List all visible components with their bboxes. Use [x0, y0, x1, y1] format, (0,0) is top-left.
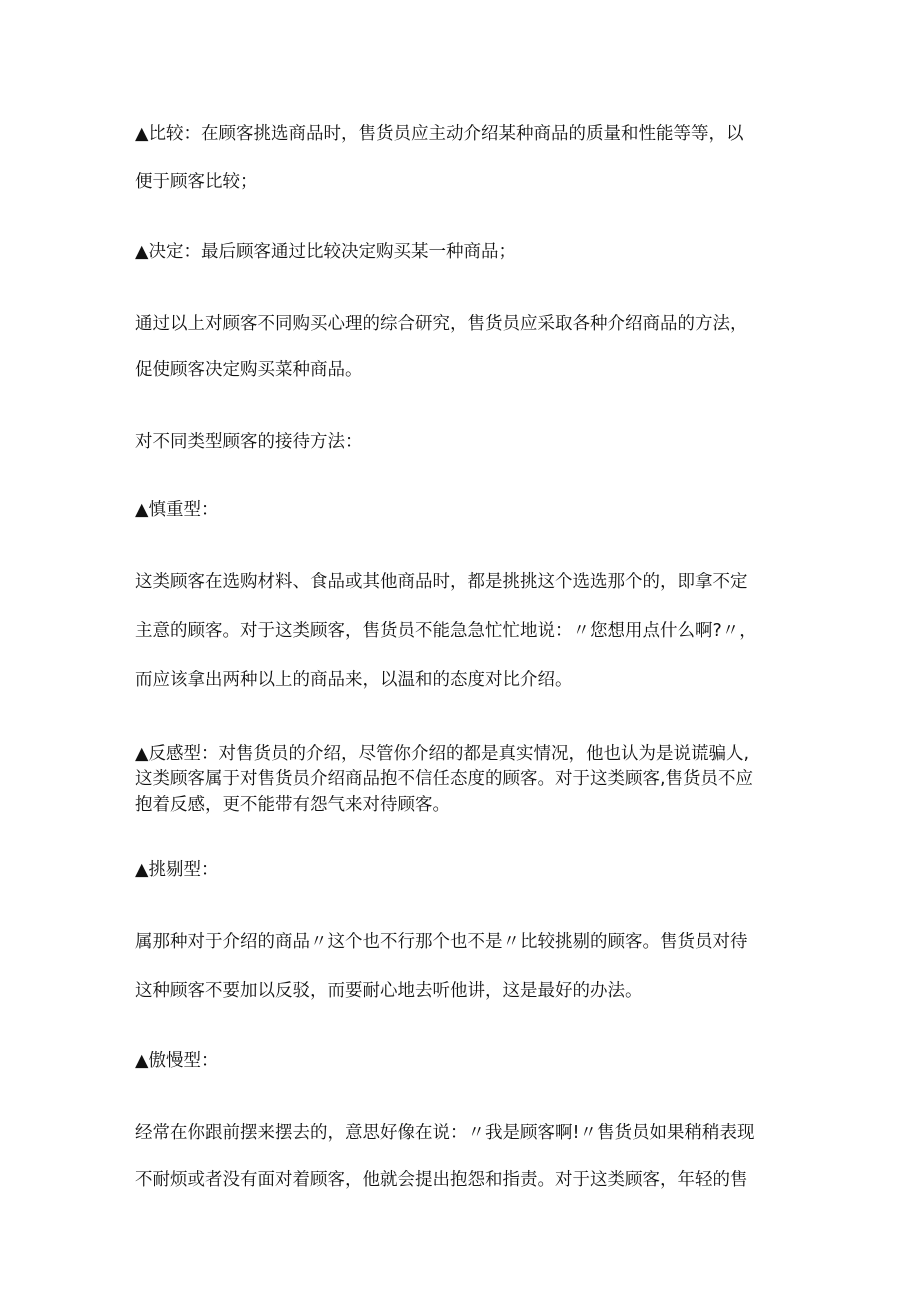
- text-line: 这种顾客不要加以反驳，而要耐心地去听他讲，这是最好的办法。: [135, 981, 643, 1001]
- text-line: 促使顾客决定购买菜种商品。: [135, 360, 363, 380]
- text-line: ▲比较：在顾客挑选商品时，售货员应主动介绍某种商品的质量和性能等等，以: [135, 124, 744, 144]
- text-line: ▲反感型：对售货员的介绍，尽管你介绍的都是真实情况，他也认为是说谎骗人,: [135, 744, 750, 764]
- text-line: ▲慎重型：: [135, 500, 219, 520]
- text-line: ▲决定：最后顾客通过比较决定购买某一种商品；: [135, 242, 516, 262]
- text-line: 便于顾客比较；: [135, 172, 258, 192]
- text-line: 主意的顾客。对于这类顾客，售货员不能急急忙忙地说：〃您想用点什么啊?〃，: [135, 621, 757, 641]
- text-line: 经常在你跟前摆来摆去的，意思好像在说：〃我是顾客啊!〃售货员如果稍稍表现: [135, 1123, 755, 1143]
- text-line: ▲傲慢型：: [135, 1051, 219, 1071]
- text-line: 通过以上对顾客不同购买心理的综合研究，售货员应采取各种介绍商品的方法，: [135, 314, 748, 334]
- text-line: ▲挑剔型：: [135, 860, 219, 880]
- text-line: 不耐烦或者没有面对着顾客，他就会提出抱怨和指责。对于这类顾客，年轻的售: [135, 1170, 748, 1190]
- text-line: 抱着反感，更不能带有怨气来对待顾客。: [135, 795, 450, 815]
- text-line: 而应该拿出两种以上的商品来，以温和的态度对比介绍。: [135, 670, 573, 690]
- text-line: 属那种对于介绍的商品〃这个也不行那个也不是〃比较挑剔的顾客。售货员对待: [135, 932, 748, 952]
- text-line: 这类顾客属于对售货员介绍商品抱不信任态度的顾客。对于这类顾客,售货员不应: [135, 769, 754, 789]
- text-line: 这类顾客在选购材料、食品或其他商品时，都是挑挑这个选选那个的，即拿不定: [135, 572, 748, 592]
- text-line: 对不同类型顾客的接待方法：: [135, 432, 363, 452]
